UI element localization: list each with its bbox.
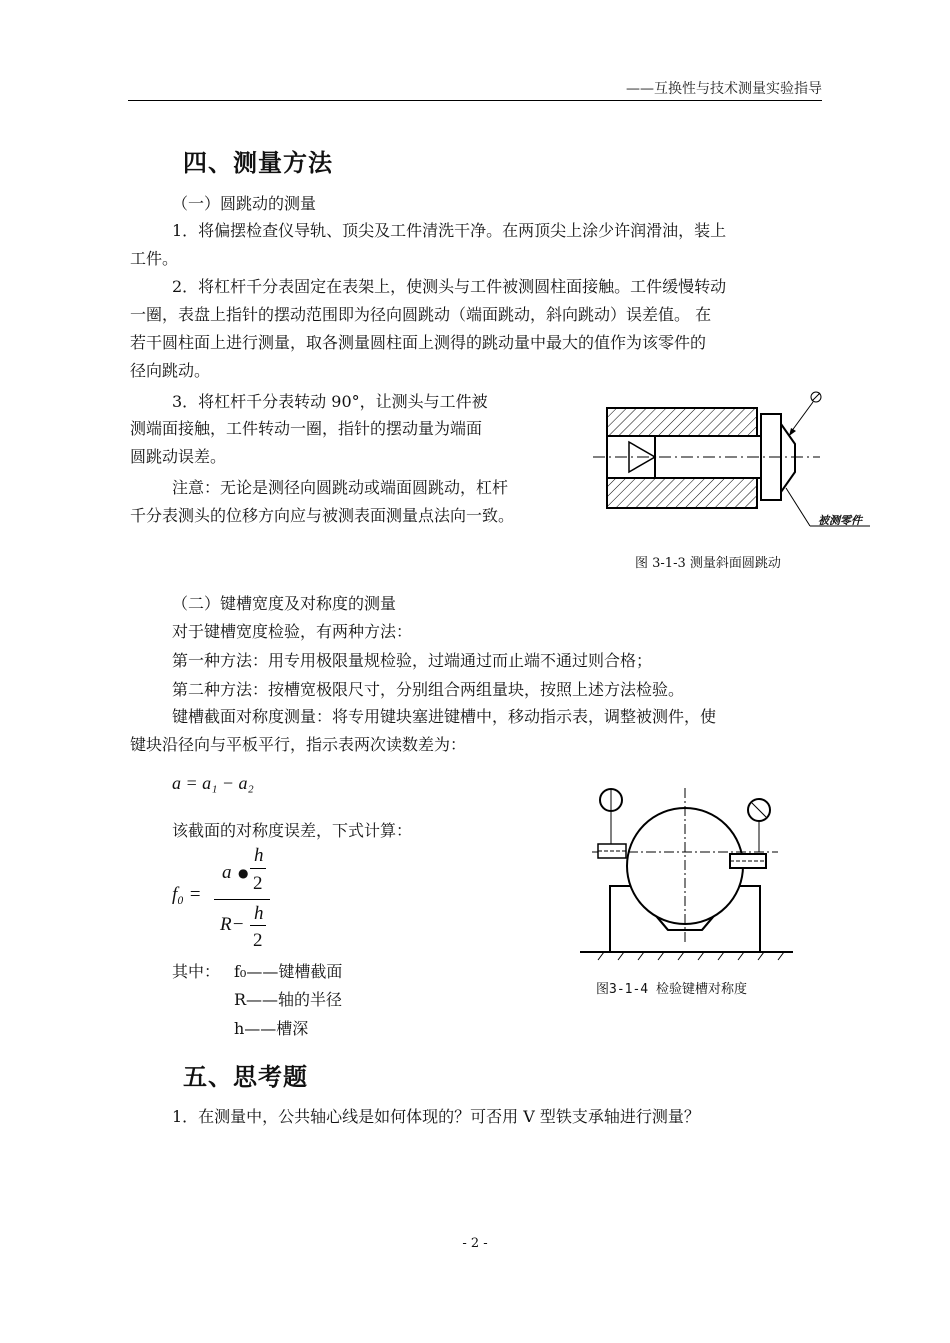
- step2-line1: 2．将杠杆千分表固定在表架上，使测头与工件被测圆柱面接触。工件缓慢转动: [172, 277, 727, 296]
- keyway-line6: 该截面的对称度误差，下式计算：: [172, 821, 413, 840]
- keyway-line2: 第一种方法：用专用极限量规检验，过端通过而止端不通过则合格；: [172, 651, 653, 670]
- figure-keyway-symmetry: [578, 780, 798, 970]
- formula-num-h: h: [254, 845, 264, 866]
- keyway-line5: 键块沿径向与平板平行，指示表两次读数差为：: [130, 735, 467, 754]
- page-number: - 2 -: [462, 1236, 488, 1251]
- figure-caption-3-1-4: 图3-1-4 检验键槽对称度: [596, 982, 747, 997]
- question-1: 1．在测量中，公共轴心线是如何体现的？可否用 V 型铁支承轴进行测量？: [172, 1107, 700, 1126]
- keyway-line4: 键槽截面对称度测量：将专用键块塞进键槽中，移动指示表，调整被测件，使: [172, 707, 717, 726]
- formula-num-2: 2: [253, 873, 263, 894]
- step3-line3: 圆跳动误差。: [130, 447, 227, 466]
- formula-den-h: h: [254, 903, 264, 924]
- keyway-line1: 对于键槽宽度检验，有两种方法：: [172, 622, 413, 641]
- section-title-questions: 五、思考题: [183, 1063, 308, 1091]
- step2-line2: 一圈，表盘上指针的摆动范围即为径向圆跳动（端面跳动，斜向跳动）误差值。 在: [130, 305, 712, 324]
- step3-line1: 3．将杠杆千分表转动 90°，让测头与工件被: [172, 392, 488, 411]
- step2-line4: 径向跳动。: [130, 361, 211, 380]
- formula-num-a: a: [222, 862, 232, 883]
- formula-main-rule: [214, 899, 270, 900]
- section-title-methods: 四、测量方法: [183, 149, 333, 177]
- running-header: ——互换性与技术测量实验指导: [626, 81, 822, 97]
- step1-line2: 工件。: [130, 249, 179, 268]
- formula-dot: ●: [238, 866, 249, 880]
- where-R: R——轴的半径: [234, 990, 343, 1009]
- where-label: 其中：: [172, 962, 221, 981]
- formula-difference: a = a₁ − a₂: [172, 773, 254, 793]
- formula-den-2: 2: [253, 930, 263, 951]
- subheading-keyway: （二）键槽宽度及对称度的测量: [172, 594, 397, 613]
- figure-caption-3-1-3: 图 3-1-3 测量斜面圆跳动: [635, 556, 781, 571]
- formula-den-R: R−: [220, 914, 245, 935]
- header-rule: [128, 100, 822, 101]
- note-line1: 注意：无论是测径向圆跳动或端面圆跳动，杠杆: [172, 478, 509, 497]
- step3-line2: 测端面接触，工件转动一圈，指针的摆动量为端面: [130, 419, 483, 438]
- formula-den-rule: [250, 925, 266, 926]
- figure-label-part: 被测零件: [818, 514, 862, 527]
- keyway-line3: 第二种方法：按槽宽极限尺寸，分别组合两组量块，按照上述方法检验。: [172, 680, 685, 699]
- note-line2: 千分表测头的位移方向应与被测表面测量点法向一致。: [130, 506, 515, 525]
- where-f0: f₀——键槽截面: [234, 962, 343, 981]
- where-h: h——槽深: [234, 1019, 309, 1038]
- step1-line1: 1．将偏摆检查仪导轨、顶尖及工件清洗干净。在两顶尖上涂少许润滑油，装上: [172, 221, 727, 240]
- step2-line3: 若干圆柱面上进行测量，取各测量圆柱面上测得的跳动量中最大的值作为该零件的: [130, 333, 707, 352]
- formula-lhs: f₀ =: [172, 884, 202, 905]
- formula-num-rule: [250, 868, 266, 869]
- subheading-runout: （一）圆跳动的测量: [172, 194, 317, 213]
